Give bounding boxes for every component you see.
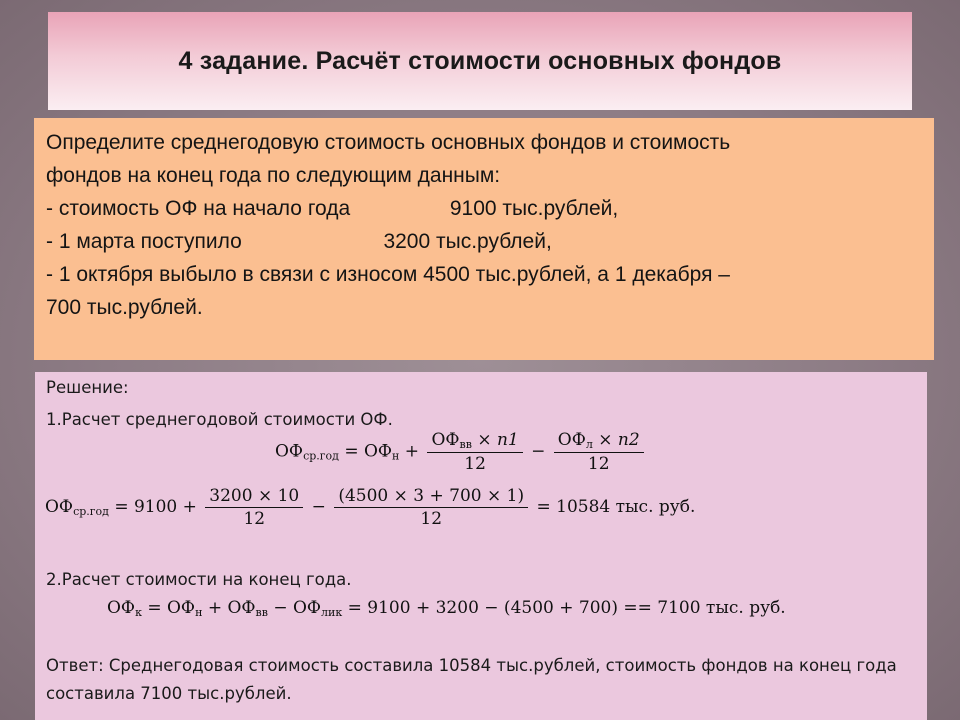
task-item-2 <box>46 225 922 258</box>
title-banner <box>48 12 912 110</box>
answer-line-1: Ответ: Среднегодовая стоимость составила 10584 тыс.рублей, стоимость фондов на конец года <box>46 656 897 675</box>
task-item-1-value: 9100 тыс.рублей, <box>449 197 619 220</box>
task-intro-line-1: Определите среднегодовую стоимость основных фондов и стоимость <box>46 131 731 154</box>
fraction-removed: $\frac{ОФ_л \times n2}{12}$ <box>554 430 644 474</box>
task-item-1-label: - стоимость ОФ на начало года <box>46 197 351 220</box>
task-item-2-value: 3200 тыс.рублей, <box>383 230 552 253</box>
slide-title: 4 задание. Расчёт стоимости основных фондов <box>178 46 782 75</box>
solution-panel <box>35 372 927 720</box>
formula-end-of-year: $ОФ_к = ОФ_н + ОФ_{вв} - ОФ_{лик} = 9100 + 3200 - (4500 + 700) == 7100$ тыс. руб. <box>107 598 786 619</box>
task-item-1 <box>46 192 922 225</box>
fraction-added-values: $\frac{3200 \times 10}{12}$ <box>205 486 303 529</box>
task-item-3-line-2: 700 тыс.рублей. <box>46 296 203 319</box>
task-panel <box>34 118 934 360</box>
task-intro-line-2: фондов на конец года по следующим данным: <box>46 164 501 187</box>
task-item-3-line-1: - 1 октября выбыло в связи с износом 4500 тыс.рублей, а 1 декабря – <box>46 263 730 286</box>
task-item-2-label: - 1 марта поступило <box>46 230 242 253</box>
solution-step-1: 1.Расчет среднегодовой стоимости ОФ. <box>46 410 393 429</box>
formula-average-calculation: $ОФ_{ср.год} = 9100$ + $\frac{3200 \times 10}{12}$ − $\frac{(4500 \times 3 + 700 \times 1)}{12}$ = 10584 тыс. руб. <box>45 486 696 529</box>
fraction-added: $\frac{ОФ_{вв} \times n1}{12}$ <box>427 430 522 474</box>
formula-average-general: $ОФ_{ср.год} = ОФ_н$ + $\frac{ОФ_{вв} \times n1}{12}$ − $\frac{ОФ_л \times n2}{12}$ <box>275 430 647 474</box>
solution-step-2: 2.Расчет стоимости на конец года. <box>46 570 352 589</box>
fraction-removed-values: $\frac{(4500 \times 3 + 700 \times 1)}{12}$ <box>334 486 528 529</box>
answer-line-2: составила 7100 тыс.рублей. <box>46 684 292 703</box>
solution-heading: Решение: <box>46 378 129 397</box>
